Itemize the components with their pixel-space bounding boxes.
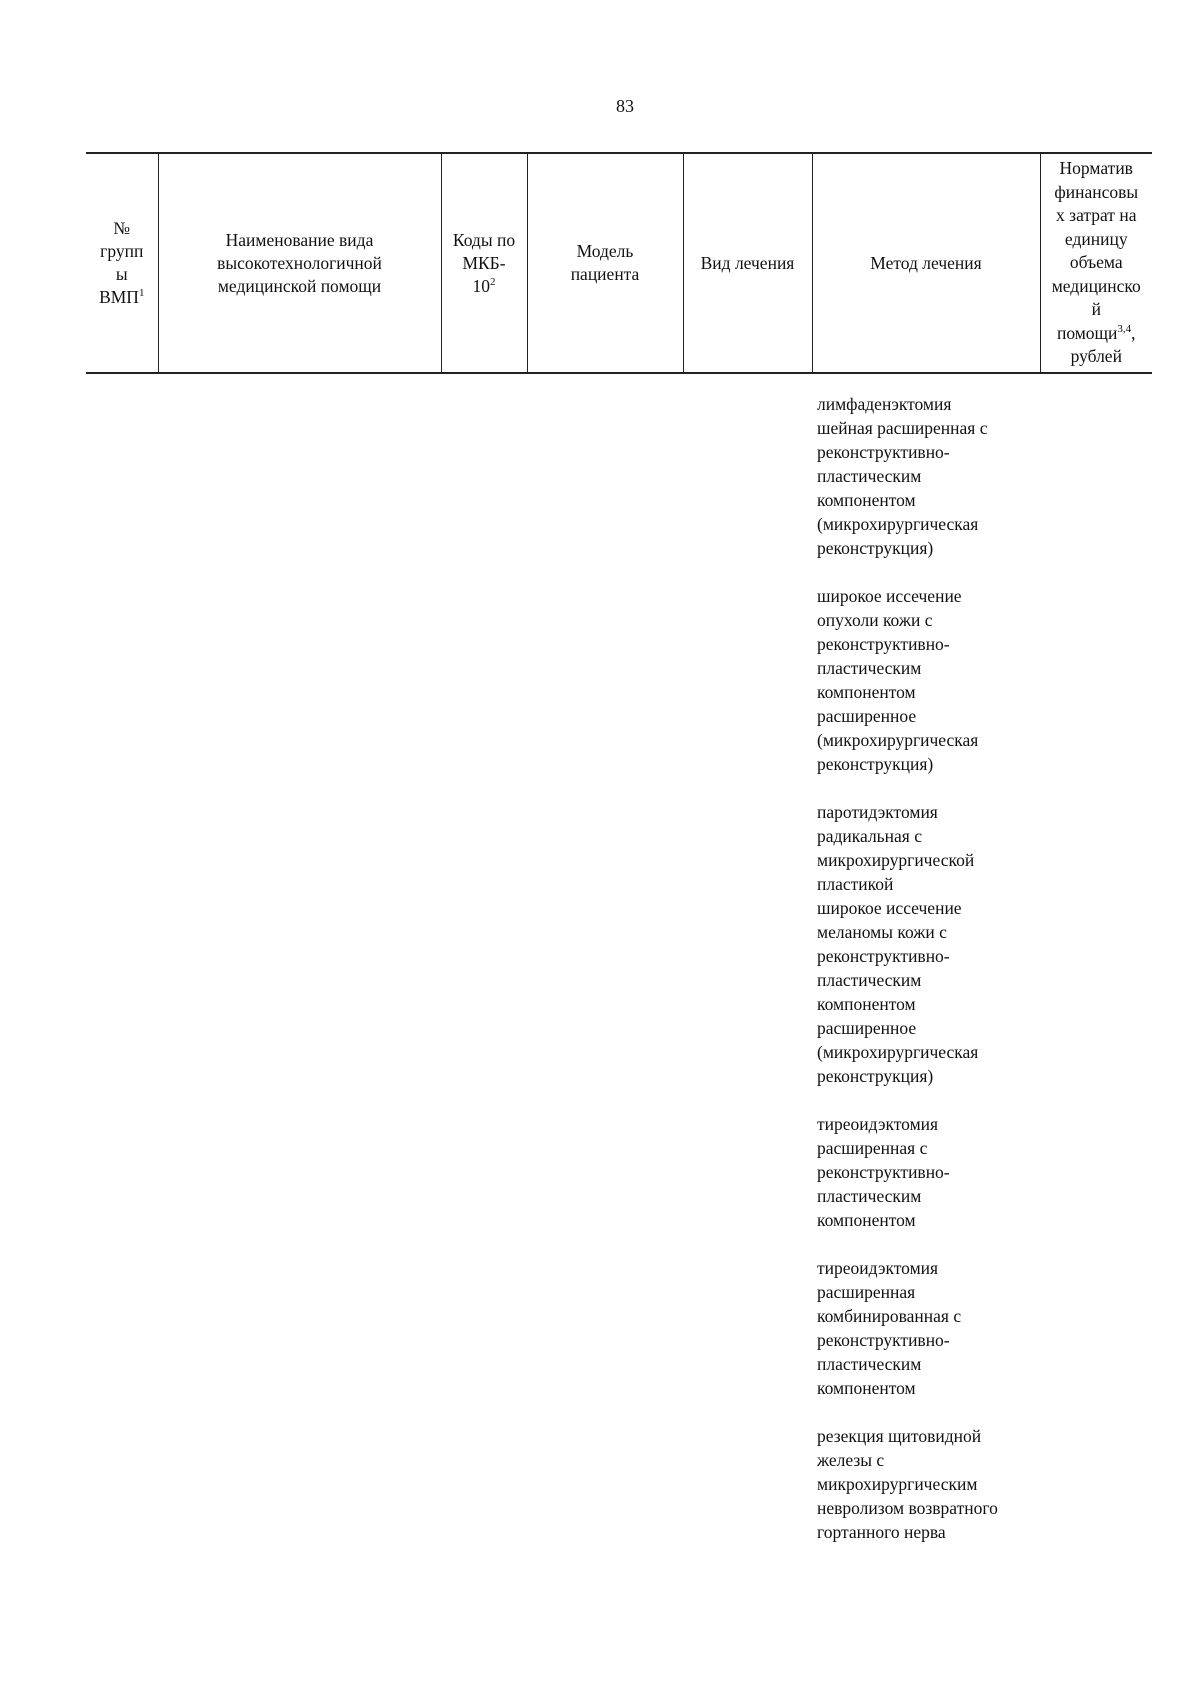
method-item: широкое иссечение опухоли кожи с реконструктивно- пластическим компонентом расширенное (микрохирургическая реконструкция) <box>817 586 979 774</box>
header-row <box>86 153 1152 373</box>
col-norm-footnote: 3,4 <box>1117 322 1132 335</box>
method-item: паротидэктомия радикальная с микрохирургической пластикой <box>817 802 975 894</box>
col-treatment-type <box>683 153 812 373</box>
method-item: лимфаденэктомия шейная расширенная с реконструктивно- пластическим компонентом (микрохирургическая реконструкция) <box>817 394 988 558</box>
method-item: тиреоидэктомия расширенная с реконструктивно- пластическим компонентом <box>817 1114 950 1230</box>
col-patient-model <box>527 153 683 373</box>
method-item: широкое иссечение меланомы кожи с реконструктивно- пластическим компонентом расширенное (микрохирургическая реконструкция) <box>817 898 979 1086</box>
col-norm-label: Норматив финансовы х затрат на единицу объема медицинско й помощи <box>1051 158 1141 343</box>
col-method-label: Метод лечения <box>870 252 982 273</box>
method-item: тиреоидэктомия расширенная комбинированная с реконструктивно- пластическим компонентом <box>817 1258 962 1398</box>
col-name-label: Наименование вида высокотехнологичной медицинской помощи <box>217 229 382 296</box>
col-group-no-label: № групп ы ВМП <box>99 218 144 307</box>
col-method <box>812 153 1040 373</box>
col-name <box>158 153 441 373</box>
col-treatment-type-label: Вид лечения <box>700 252 795 273</box>
method-list <box>817 392 1032 1568</box>
method-item: резекция щитовидной железы с микрохирургическим невролизом возвратного гортанного нерва <box>817 1426 998 1542</box>
col-group-no-footnote: 1 <box>138 287 145 300</box>
col-codes <box>441 153 527 373</box>
page-number: 83 <box>616 96 634 116</box>
col-group-no <box>86 153 158 373</box>
col-codes-footnote: 2 <box>490 275 496 288</box>
col-norm-label-tail: , рублей <box>1070 322 1136 367</box>
col-patient-model-label: Модель пациента <box>570 241 640 284</box>
col-norm <box>1040 153 1152 373</box>
table-header <box>86 152 1152 374</box>
col-codes-label: Коды по МКБ- 10 <box>452 229 516 296</box>
